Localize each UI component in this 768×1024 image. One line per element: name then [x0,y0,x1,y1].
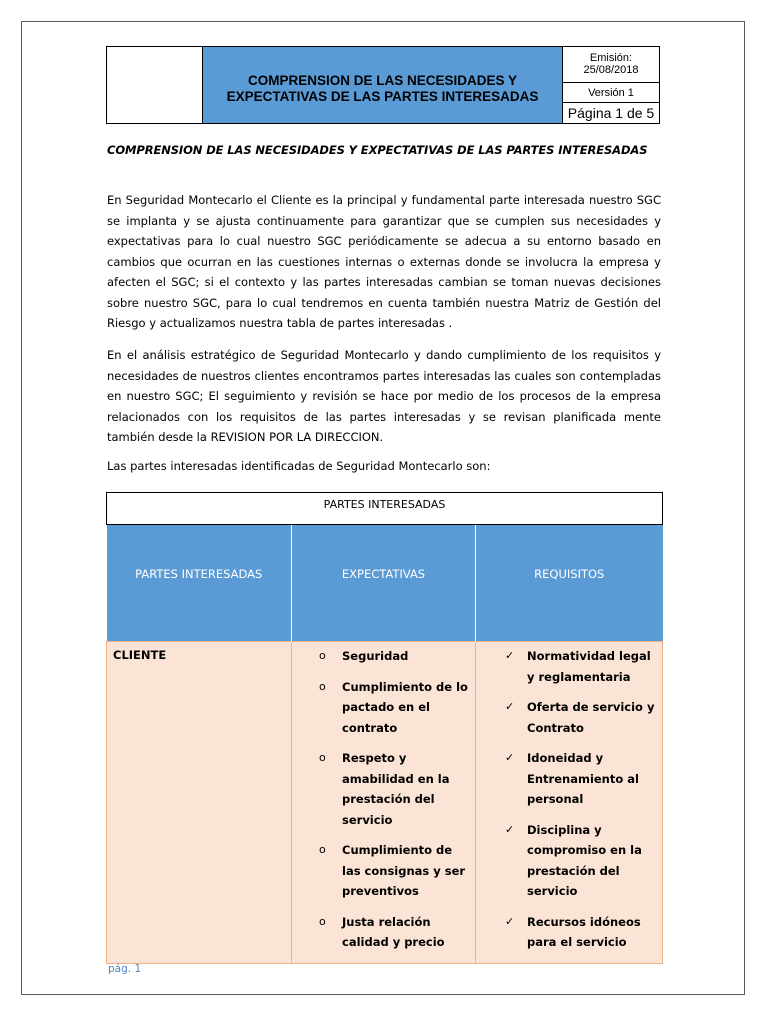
list-item: o Justa relación calidad y precio [292,912,475,953]
circle-bullet-icon: o [319,751,326,764]
version-cell: Versión 1 [563,82,660,103]
checkmark-icon: ✓ [505,914,515,928]
list-item: ✓ Idoneidad y Entrenamiento al personal [476,748,662,810]
emission-label: Emisión: [589,52,633,65]
header-title-line1: COMPRENSION DE LAS NECESIDADES Y [247,73,518,88]
emission-date: 25/08/2018 [583,64,639,77]
checkmark-icon: ✓ [505,700,515,713]
list-item: o Respeto y amabilidad en la prestación del servicio [292,748,475,830]
list-item: o Cumplimiento de lo pactado en el contrato [292,677,475,739]
list-item: o Cumplimiento de las consignas y ser preventivos [292,840,475,902]
circle-bullet-icon: o [319,679,326,693]
page-count-cell: Página 1 de 5 [563,103,660,124]
footer-page-number: pág. 1 [108,963,142,975]
document-header [106,46,660,124]
list-item: o Seguridad [292,646,475,667]
header-title [203,47,563,124]
logo-placeholder [107,47,203,124]
checkmark-icon: ✓ [505,822,515,836]
list-item: ✓ Disciplina y compromiso en la prestación del servicio [476,820,662,902]
checkmark-icon: ✓ [505,751,515,764]
paragraph-3: Las partes interesadas identificadas de Seguridad Montecarlo son: [107,459,491,473]
table-row [107,642,663,964]
header-title-line2: EXPECTATIVAS DE LAS PARTES INTERESADAS [226,89,539,104]
circle-bullet-icon: o [319,649,326,662]
party-name: CLIENTE [107,642,292,964]
circle-bullet-icon: o [319,843,326,856]
list-item: ✓ Oferta de servicio y Contrato [476,697,662,738]
parties-table [106,492,663,964]
paragraph-2: En el análisis estratégico de Seguridad Montecarlo y dando cumplimiento de los requisitos y necesidades de nuestros clientes encontramos partes interesadas las cuales son contempladas en nuestro SGC; El seguimiento y revisión se hace por medio de los procesos de la empresa relacionados con los requisitos de las partes interesadas y se revisan planificada mente también desde la REVISION POR LA DIRECCION. [107,348,661,444]
column-header-expectations: EXPECTATIVAS [292,525,476,642]
column-header-requirements: REQUISITOS [476,525,663,642]
column-header-parties: PARTES INTERESADAS [107,525,292,642]
paragraph-1: En Seguridad Montecarlo el Cliente es la principal y fundamental parte interesada nuestro SGC se implanta y se ajusta continuamente para garantizar que se cumplen sus necesidades y expectativas para lo cual nuestro SGC periódicamente se adecua a su entorno basado en cambios que ocurran en las cuestiones internas o externas donde se involucra la empresa y afecten el SGC; si el contexto y las partes interesadas cambian se toman nuevas decisiones sobre nuestro SGC, para lo cual tendremos en cuenta también nuestra Matriz de Gestión del Riesgo y actualizamos nuestra tabla de partes interesadas . [107,193,661,330]
checkmark-icon: ✓ [505,649,515,662]
list-item: ✓ Normatividad legal y reglamentaria [476,646,662,687]
table-caption: PARTES INTERESADAS [107,493,663,525]
expectations-cell [292,642,476,964]
requirements-cell [476,642,663,964]
document-title: COMPRENSION DE LAS NECESIDADES Y EXPECTATIVAS DE LAS PARTES INTERESADAS [107,143,648,157]
circle-bullet-icon: o [319,914,326,928]
emission-cell [563,47,660,83]
list-item: ✓ Recursos idóneos para el servicio [476,912,662,953]
